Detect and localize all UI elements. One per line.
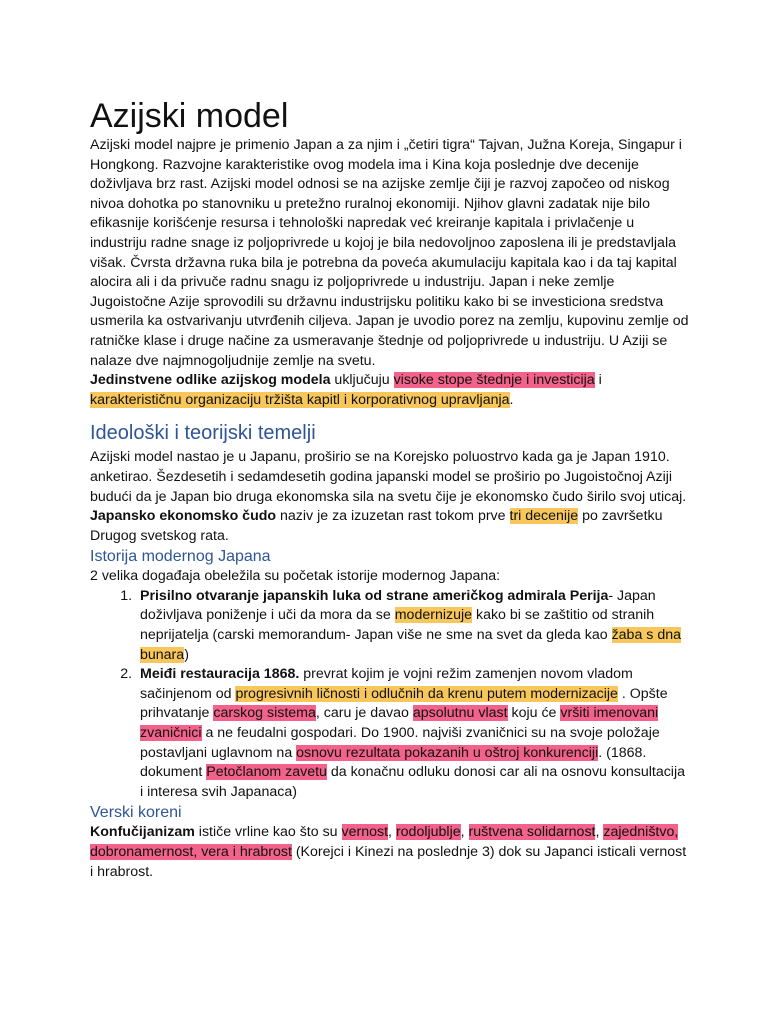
heading-ideological: Ideološki i teorijski temelji [90, 422, 316, 445]
history-intro: 2 velika događaja obeležila su početak istorije modernog Japana: [90, 568, 501, 585]
highlight-orange: modernizuje [394, 607, 473, 624]
highlight-pink: visoke stope štednje i investicija [393, 372, 595, 389]
text-run: koju će [507, 705, 561, 722]
highlight-orange: žaba s dna bunara [140, 627, 681, 663]
features-paragraph [90, 371, 690, 410]
document-title: Azijski model [90, 97, 289, 135]
text-run: po završetku Drugog svetskog rata. [90, 508, 663, 544]
highlight-pink: vršiti imenovani zvaničnici [140, 705, 659, 742]
text-run: uključuju [330, 372, 394, 389]
text-run: . (1868. dokument [140, 744, 647, 781]
highlight-pink: rodoljublje [395, 824, 461, 841]
highlight-orange: progresivnih ličnosti i odlučnih da krenu putem modernizacije [235, 685, 618, 702]
text-run: , [388, 824, 396, 841]
text-run: naziv je za izuzetan rast tokom prve [276, 508, 510, 525]
text-run: ) [184, 646, 189, 663]
highlight-orange: tri decenije [509, 508, 579, 525]
text-run: , [595, 824, 604, 841]
intro-paragraph: Azijski model najpre je primenio Japan a za njim i „četiri tigra“ Tajvan, Južna Koreja, Singapur i Hongkong. Razvojne karakteristike ovog modela ima i Kina koja poslednje dve decenije doživljava brz rast. Azijski model odnosi se na azijske zemlje čiji je razvoj započeo od niskog nivoa dohotka po stanovniku u pretežno ruralnoj ekonomiji. Njihov glavni zadatak nije bilo efikasnije korišćenje resursa i tehnološki napredak već kreiranje kapitala i privlačenje u industriju radne snage iz poljoprivrede u kojoj je bila nedovoljnoo zaposlena ili je predstavljala višak. Čvrsta državna ruka bila je potrebna da poveća akumulaciju kapitala kao i da taj kapital alocira ali i da privuče radnu snagu iz poljoprivrede u industriju. Japan i neke zemlje Jugoistočne Azije sprovodili su državnu industrijsku politiku kako bi se investiciona sredstva usmerila ka ostvarivanju utvrđenih ciljeva. Japan je uvodio porez na zemlju, kupovinu zemlje od ratničke klase i druge načine za usmeravanje štednje od poljoprivrede u industriju. U Aziji se nalaze dve najmnogoljudnije zemlje na svetu. [90, 137, 689, 369]
history-list [90, 587, 690, 803]
miracle-paragraph [90, 507, 690, 546]
text-run: prevrat kojim je vojni režim zamenjen novom vladom sačinjenom od [140, 666, 633, 702]
highlight-pink: osnovu rezultata pokazanih u oštroj konkurenciji [296, 744, 599, 761]
history-item-2 [136, 665, 690, 802]
highlight-pink: vernost [341, 824, 389, 841]
highlight-orange: karakterističnu organizaciju tržišta kapitl i korporativnog upravljanja [90, 391, 510, 408]
text-run: a ne feudalni gospodari. Do 1900. najviši zvaničnici su na svoje položaje postavljani uglavnom na [140, 725, 660, 761]
features-bold: Jedinstvene odlike azijskog modela [90, 372, 331, 389]
highlight-pink: zajedništvo, dobronamernost, vera i hrabrost [90, 824, 679, 860]
document-body [90, 0, 690, 882]
text-run: i [594, 372, 602, 389]
text-run: da konačnu odluku donosi car ali na osnovu konsultacija i interesa svih Japanaca) [140, 764, 685, 800]
text-run: . [509, 391, 514, 408]
religion-bold: Konfučijanizam [90, 824, 195, 841]
highlight-pink: ruštvena solidarnost [468, 824, 596, 841]
highlight-pink: carskog sistema [213, 705, 316, 722]
text-run: . Opšte prihvatanje [140, 685, 668, 722]
item-bold: Prisilno otvaranje japanskih luka od strane američkog admirala Perija [140, 587, 609, 604]
highlight-pink: apsolutnu vlast [412, 705, 508, 722]
highlight-pink: Petočlanom zavetu [206, 764, 327, 781]
text-run: kako bi se zaštitio od stranih neprijatelja (carski memorandum- Japan više ne sme na svet da gleda kao [140, 607, 655, 644]
heading-religion: Verski koreni [90, 804, 182, 822]
item-bold: Meiđi restauracija 1868. [140, 666, 300, 683]
history-item-1 [136, 587, 690, 665]
heading-history: Istorija modernog Japana [90, 548, 271, 566]
text-run: - Japan doživljava poniženje i uči da mora da se [140, 587, 656, 624]
religion-paragraph [90, 823, 690, 882]
ideological-paragraph: Azijski model nastao je u Japanu, proširio se na Korejsko poluostrvo kada ga je Japan 1910. anketirao. Šezdesetih i sedamdesetih godina japanski model se proširio po Jugoistočnoj Aziji budući da je Japan bio druga ekonomska sila na svetu čije je ekonomsko čudo širilo svoj uticaj. [90, 449, 687, 505]
text-run: (Korejci i Kinezi na poslednje 3) dok su Japanci isticali vernost i hrabrost. [90, 844, 687, 880]
text-run: , [460, 824, 469, 841]
miracle-bold: Japansko ekonomsko čudo [90, 508, 277, 525]
text-run: ističe vrline kao što su [194, 824, 342, 841]
text-run: , caru je davao [315, 705, 413, 722]
